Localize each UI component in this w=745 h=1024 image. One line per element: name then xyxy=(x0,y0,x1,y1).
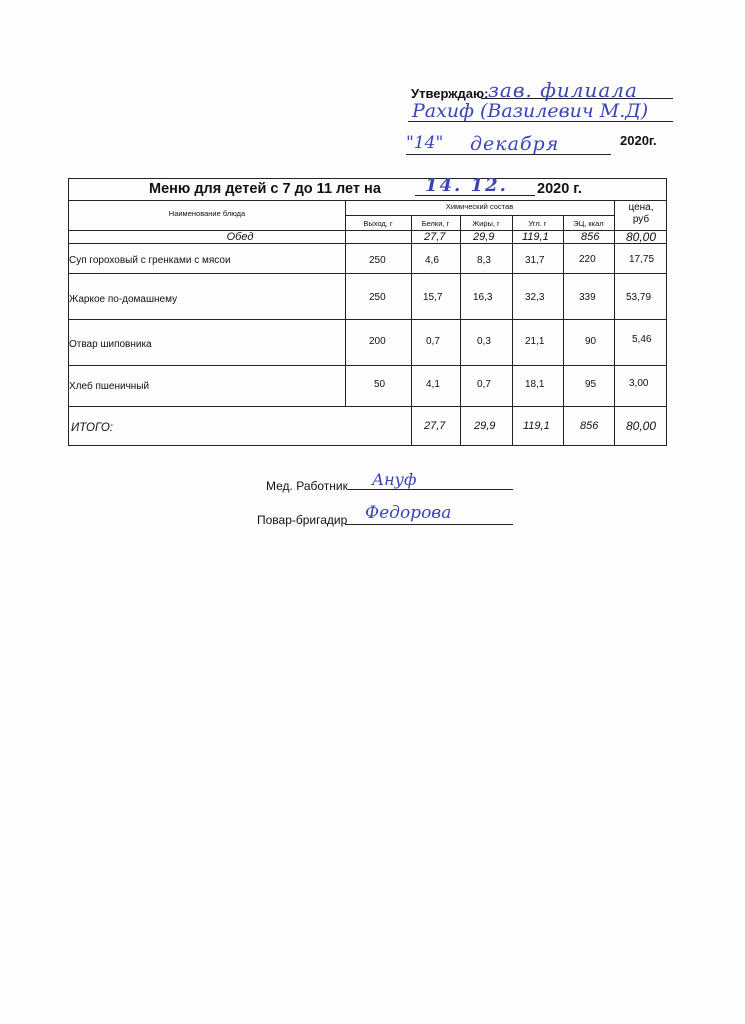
row-price: 5,46 xyxy=(632,334,652,345)
row-protein: 4,6 xyxy=(425,255,439,266)
row-name: Хлеб пшеничный xyxy=(69,381,150,392)
total-price: 80,00 xyxy=(626,419,657,433)
cook-sign-line xyxy=(345,524,513,525)
divider xyxy=(69,406,666,407)
section-fat: 29,9 xyxy=(473,231,495,243)
cook-signature: Федорова xyxy=(365,503,452,523)
approve-label: Утверждаю: xyxy=(411,86,489,101)
divider xyxy=(69,319,666,320)
row-carb: 31,7 xyxy=(525,255,545,266)
section-protein: 27,7 xyxy=(424,231,446,243)
medic-label: Мед. Работник xyxy=(266,479,348,493)
row-carb: 21,1 xyxy=(525,336,545,347)
header-fat: Жиры, г xyxy=(472,219,500,228)
section-carb: 119,1 xyxy=(522,231,549,243)
divider xyxy=(69,365,666,366)
menu-title-row xyxy=(69,175,666,201)
total-fat: 29,9 xyxy=(474,420,496,432)
header-yield: Выход, г xyxy=(363,219,393,228)
row-kcal: 339 xyxy=(579,292,596,303)
section-price: 80,00 xyxy=(626,230,657,244)
approve-month-handwritten: декабря xyxy=(470,133,560,155)
approve-date-line xyxy=(406,154,611,155)
divider xyxy=(460,215,461,445)
row-yield: 250 xyxy=(369,255,386,266)
divider xyxy=(512,215,513,445)
row-protein: 0,7 xyxy=(426,336,440,347)
cook-label: Повар-бригадир xyxy=(257,513,348,527)
total-kcal: 856 xyxy=(580,420,599,432)
row-fat: 16,3 xyxy=(473,292,493,303)
header-kcal: ЭЦ, ккал xyxy=(573,219,604,228)
header-price: цена, руб xyxy=(628,202,654,225)
row-price: 3,00 xyxy=(629,378,649,389)
row-price: 53,79 xyxy=(626,292,652,303)
approve-day-handwritten: "14" xyxy=(406,133,444,153)
divider xyxy=(411,215,412,445)
menu-title-date-line xyxy=(415,195,535,196)
header-chem: Химический состав xyxy=(445,202,514,211)
approve-year: 2020г. xyxy=(620,133,657,148)
row-kcal: 90 xyxy=(585,336,597,347)
row-fat: 0,7 xyxy=(477,379,491,390)
total-label: ИТОГО: xyxy=(71,422,113,434)
approve-line-2 xyxy=(408,121,673,122)
divider xyxy=(69,243,666,244)
menu-title-prefix: Меню для детей с 7 до 11 лет на xyxy=(149,181,381,197)
row-price: 17,75 xyxy=(629,254,655,265)
approve-name-handwritten: Рахиф (Вазилевич М.Д) xyxy=(412,100,649,122)
row-kcal: 220 xyxy=(579,254,596,265)
row-yield: 50 xyxy=(374,379,386,390)
menu-title-date-handwritten: 14. 12. xyxy=(425,175,508,196)
divider xyxy=(345,215,614,216)
approve-role-handwritten: зав. филиала xyxy=(488,78,638,102)
medic-signature: Ануф xyxy=(372,470,417,489)
row-yield: 200 xyxy=(369,336,386,347)
approve-line-1 xyxy=(481,98,673,99)
row-fat: 8,3 xyxy=(477,255,491,266)
total-protein: 27,7 xyxy=(424,420,446,432)
divider xyxy=(563,215,564,445)
divider xyxy=(614,200,615,445)
medic-sign-line xyxy=(348,489,513,490)
menu-table xyxy=(68,175,667,446)
row-name: Отвар шиповника xyxy=(69,339,152,350)
menu-title-year: 2020 г. xyxy=(537,181,582,197)
row-protein: 4,1 xyxy=(426,379,440,390)
section-name: Обед xyxy=(226,231,254,243)
row-name: Жаркое по-домашнему xyxy=(69,294,178,305)
row-fat: 0,3 xyxy=(477,336,491,347)
row-carb: 32,3 xyxy=(525,292,545,303)
row-protein: 15,7 xyxy=(423,292,443,303)
section-kcal: 856 xyxy=(581,231,600,243)
row-kcal: 95 xyxy=(585,379,597,390)
row-carb: 18,1 xyxy=(525,379,545,390)
header-protein: Белки, г xyxy=(421,219,450,228)
header-dish: Наименование блюда xyxy=(168,209,246,218)
row-yield: 250 xyxy=(369,292,386,303)
divider xyxy=(69,273,666,274)
header-carb: Угл. г xyxy=(528,219,547,228)
total-carb: 119,1 xyxy=(523,420,550,432)
row-name: Суп гороховый с гренками с мясои xyxy=(69,255,231,266)
